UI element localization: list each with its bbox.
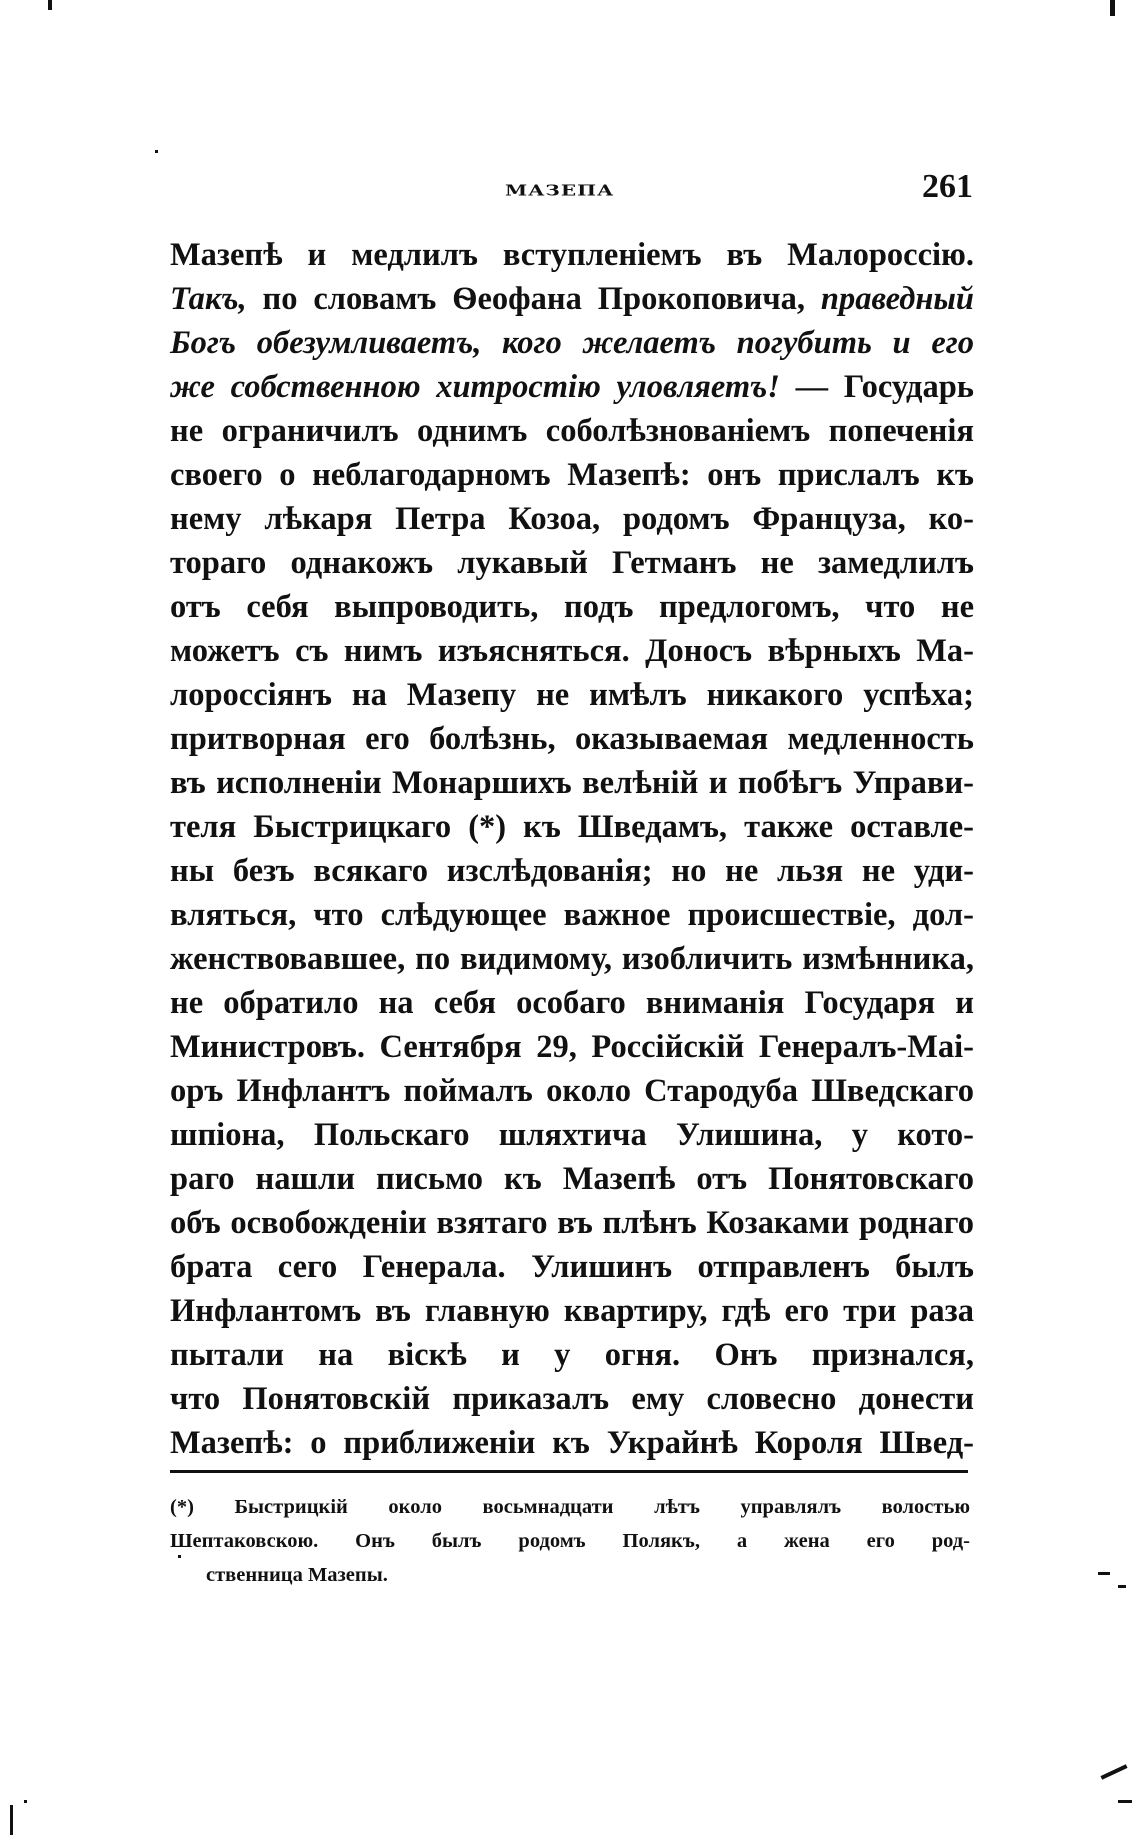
scan-speck — [1118, 1800, 1132, 1803]
page-number: 261 — [922, 168, 973, 205]
text-line: отъ себя выпроводить, подъ предлогомъ, что не — [170, 589, 974, 625]
text-line: пытали на віскѣ и у огня. Онъ признался, — [170, 1337, 974, 1373]
text-line: Мазепѣ: о приближеніи къ Украйнѣ Короля Швед- — [170, 1425, 974, 1461]
footnote-rule — [170, 1470, 968, 1473]
scan-speck — [1110, 0, 1115, 16]
scan-speck — [1118, 1585, 1126, 1588]
text-line: оръ Инфлантъ поймалъ около Стародуба Шведскаго — [170, 1073, 974, 1109]
text-line: Инфлантомъ въ главную квартиру, гдѣ его три раза — [170, 1293, 974, 1329]
text-line: шпіона, Польскаго шляхтича Улишина, у кото- — [170, 1117, 974, 1153]
scan-speck — [178, 1555, 181, 1558]
footnote-line: Шептаковскою. Онъ былъ родомъ Полякъ, а жена его род- — [170, 1530, 970, 1552]
text-line — [170, 277, 974, 321]
footnote-line: ственница Мазепы. — [206, 1564, 388, 1586]
text-line: раго нашли письмо къ Мазепѣ отъ Понятовскаго — [170, 1161, 974, 1197]
footnote — [170, 1490, 970, 1592]
italic-text: Такъ, — [170, 281, 247, 317]
body-text — [170, 233, 974, 1465]
text-line: Богъ обезумливаетъ, кого желаетъ погубить и его — [170, 325, 974, 361]
plain-text: — Государь — [779, 369, 974, 405]
text-line: брата сего Генерала. Улишинъ отправленъ былъ — [170, 1249, 974, 1285]
scan-speck — [1098, 1572, 1110, 1575]
text-line: Мазепѣ и медлилъ вступленіемъ въ Малороссію. — [170, 237, 974, 273]
scan-speck — [24, 1800, 27, 1803]
text-line: нему лѣкаря Петра Козоа, родомъ Француза, ко- — [170, 501, 974, 537]
italic-text: праведный — [820, 281, 974, 317]
text-line: объ освобожденіи взятаго въ плѣнъ Козаками роднаго — [170, 1205, 974, 1241]
text-line: тораго однакожъ лукавый Гетманъ не замедлилъ — [170, 545, 974, 581]
text-line: можетъ съ нимъ изъясняться. Доносъ вѣрныхъ Ма- — [170, 633, 974, 669]
text-line: своего о неблагодарномъ Мазепѣ: онъ прислалъ къ — [170, 457, 974, 493]
italic-text: же собственною хитростію уловляетъ! — [170, 369, 780, 405]
text-line: не ограничилъ однимъ соболѣзнованіемъ попеченія — [170, 413, 974, 449]
text-line: Министровъ. Сентября 29, Россійскій Генералъ-Маі- — [170, 1029, 974, 1065]
text-line: женствовавшее, по видимому, изобличить измѣнника, — [170, 941, 974, 977]
running-head: МАЗЕПА — [505, 181, 615, 199]
scan-speck — [10, 1805, 13, 1835]
text-line: что Понятовскій приказалъ ему словесно донести — [170, 1381, 974, 1417]
text-line — [170, 365, 974, 409]
scan-speck — [48, 0, 52, 10]
text-line: теля Быстрицкаго (*) къ Шведамъ, также оставле- — [170, 809, 974, 845]
text-line: не обратило на себя особаго вниманія Государя и — [170, 985, 974, 1021]
text-line: ны безъ всякаго изслѣдованія; но не льзя не уди- — [170, 853, 974, 889]
scan-speck — [155, 150, 158, 153]
plain-text: по словамъ Ѳеофана Прокоповича, — [246, 281, 821, 317]
text-line: притворная его болѣзнь, оказываемая медленность — [170, 721, 974, 757]
text-line: въ исполненіи Монаршихъ велѣній и побѣгъ Управи- — [170, 765, 974, 801]
text-line: лороссіянъ на Мазепу не имѣлъ никакого успѣха; — [170, 677, 974, 713]
scan-speck — [1100, 1764, 1127, 1779]
text-line: вляться, что слѣдующее важное происшествіе, дол- — [170, 897, 974, 933]
footnote-line: (*) Быстрицкій около восьмнадцати лѣтъ управлялъ волостью — [170, 1496, 970, 1518]
